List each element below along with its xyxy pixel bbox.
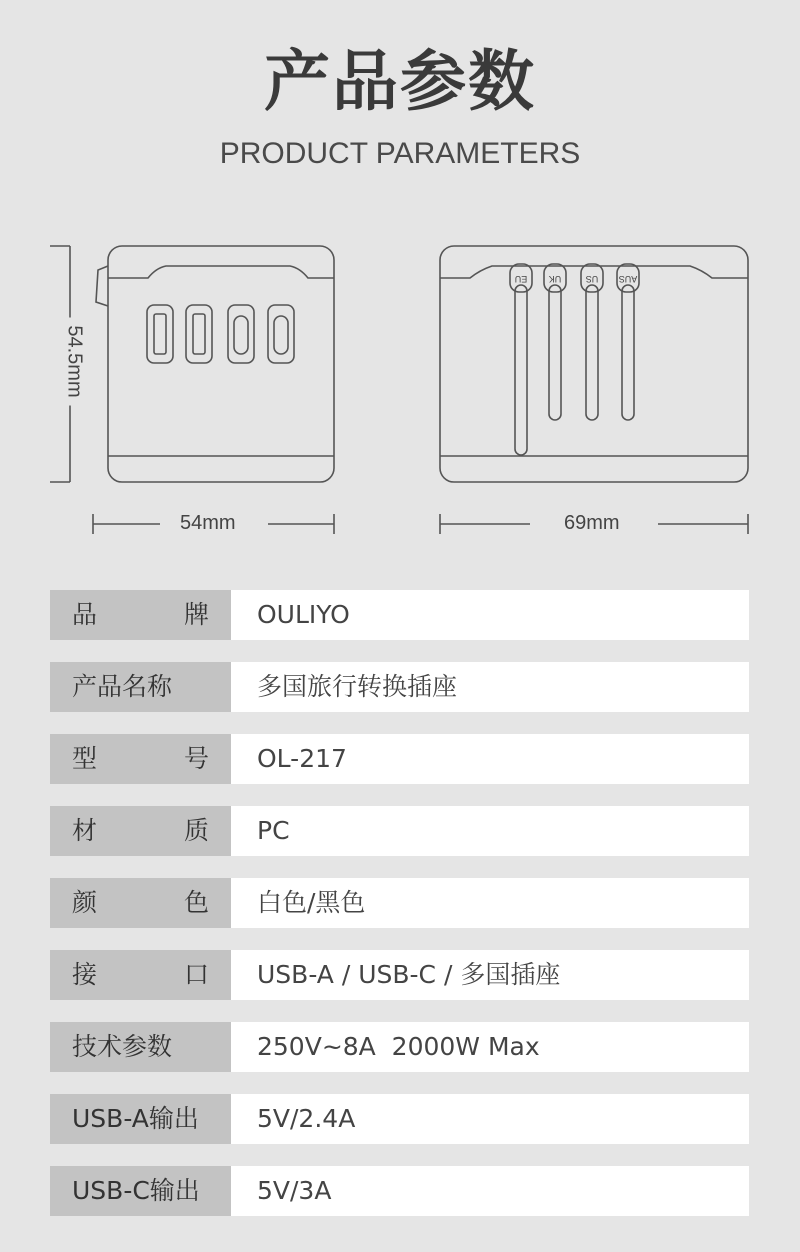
param-row [50, 1022, 749, 1072]
param-key: 技术参数 [50, 1022, 231, 1072]
product-line-drawing [0, 230, 800, 550]
plug-slider-eu [515, 285, 527, 455]
param-value: 250V~8A 2000W Max [231, 1022, 749, 1072]
plug-slider-uk [549, 285, 561, 420]
param-row [50, 806, 749, 856]
param-value: 多国旅行转换插座 [231, 662, 749, 712]
param-key: 颜 色 [50, 878, 231, 928]
param-value: OL-217 [231, 734, 749, 784]
height-dimension-label: 54.5mm [63, 318, 86, 406]
param-value: USB-A / USB-C / 多国插座 [231, 950, 749, 1000]
param-row [50, 590, 749, 640]
param-row [50, 950, 749, 1000]
param-row [50, 1166, 749, 1216]
width-dimension-label-left: 54mm [176, 512, 240, 535]
param-key: 接 口 [50, 950, 231, 1000]
plug-slider-aus [622, 285, 634, 420]
page-subtitle: PRODUCT PARAMETERS [219, 137, 581, 170]
plug-label-eu: EU [514, 274, 528, 284]
param-key: USB-C输出 [50, 1166, 231, 1216]
param-value: 5V/3A [231, 1166, 749, 1216]
width-dimension-label-right: 69mm [560, 512, 624, 535]
param-key: 型 号 [50, 734, 231, 784]
adapter-front-view [96, 246, 334, 482]
param-value: 白色/黑色 [231, 878, 749, 928]
plug-label-uk: UK [548, 274, 562, 284]
param-key: 品 牌 [50, 590, 231, 640]
page-title: 产品参数 [264, 43, 536, 120]
param-row [50, 662, 749, 712]
param-key: 材 质 [50, 806, 231, 856]
plug-label-us: US [585, 274, 599, 284]
plug-slider-us [586, 285, 598, 420]
param-row [50, 878, 749, 928]
param-key: USB-A输出 [50, 1094, 231, 1144]
param-value: 5V/2.4A [231, 1094, 749, 1144]
parameter-table [50, 590, 749, 1238]
param-value: OULIYO [231, 590, 749, 640]
param-row [50, 734, 749, 784]
param-row [50, 1094, 749, 1144]
plug-label-aus: AUS [618, 274, 638, 284]
param-value: PC [231, 806, 749, 856]
param-key: 产品名称 [50, 662, 231, 712]
